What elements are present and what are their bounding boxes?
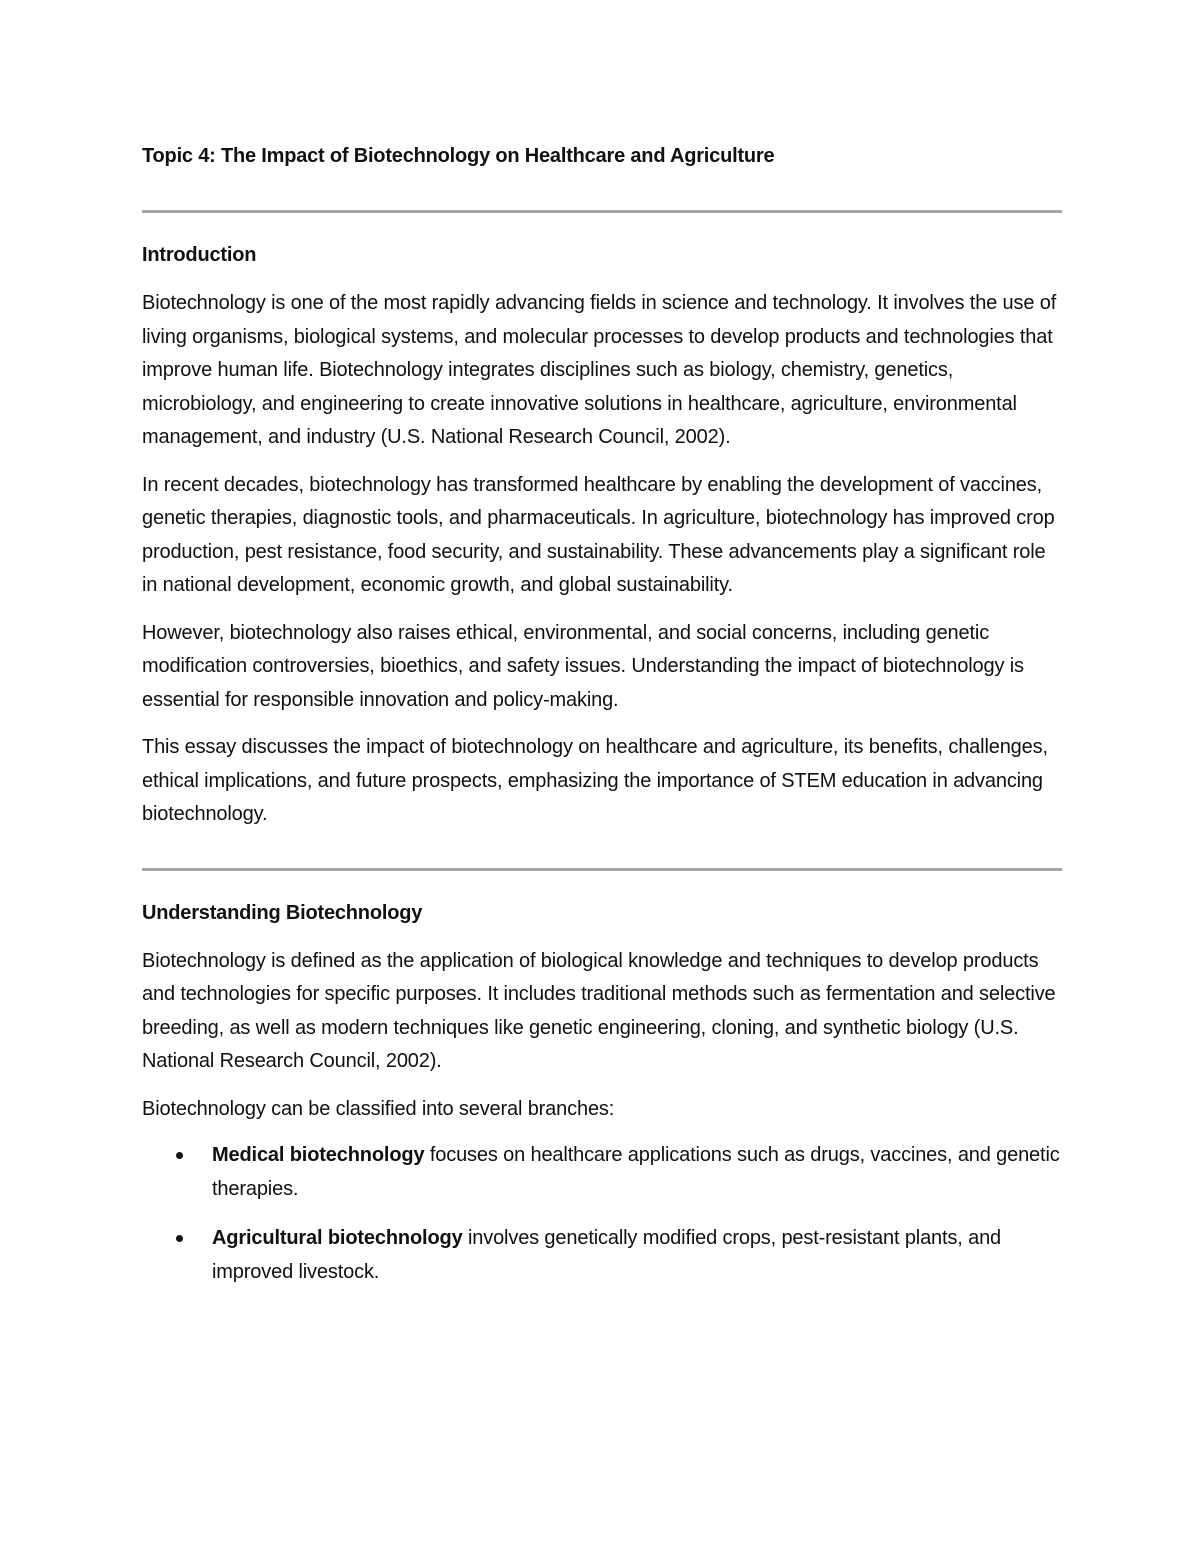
- intro-paragraph-4: This essay discusses the impact of biotechnology on healthcare and agriculture, its benefits, challenges, ethical implications, and future prospects, emphasizing the importance of STEM education in advancing biotechnology.: [142, 736, 1048, 825]
- understanding-paragraph-2: Biotechnology can be classified into several branches:: [142, 1097, 615, 1120]
- understanding-paragraph-1: Biotechnology is defined as the application of biological knowledge and techniques to develop products and technologies for specific purposes. It includes traditional methods such as fermentation and selective breeding, as well as modern techniques like genetic engineering, cloning, and synthetic biology (U.S. National Research Council, 2002).: [142, 949, 1056, 1072]
- list-item: [142, 1139, 1062, 1206]
- document-title: Topic 4: The Impact of Biotechnology on Healthcare and Agriculture: [142, 145, 775, 167]
- bullet-text: involves genetically modified crops, pest-resistant plants, and improved livestock.: [212, 1227, 1002, 1283]
- section-divider: [142, 210, 1062, 213]
- section-heading-understanding-biotechnology: Understanding Biotechnology: [142, 901, 423, 924]
- list-item: [142, 1222, 1062, 1289]
- bullet-icon: [176, 1235, 183, 1242]
- branches-list: [142, 1139, 1062, 1289]
- bullet-term: Medical biotechnology: [212, 1144, 425, 1166]
- intro-paragraph-1: Biotechnology is one of the most rapidly advancing fields in science and technology. It involves the use of living organisms, biological systems, and molecular processes to develop products and technologies that improve human life. Biotechnology integrates disciplines such as biology, chemistry, genetics, microbiology, and engineering to create innovative solutions in healthcare, agriculture, environmental management, and industry (U.S. National Research Council, 2002).: [142, 292, 1057, 448]
- bullet-icon: [176, 1152, 183, 1159]
- bullet-term: Agricultural biotechnology: [212, 1227, 463, 1249]
- bullet-text: focuses on healthcare applications such as drugs, vaccines, and genetic therapies.: [212, 1144, 1060, 1200]
- section-heading-introduction: Introduction: [142, 244, 257, 266]
- intro-paragraph-3: However, biotechnology also raises ethical, environmental, and social concerns, including genetic modification controversies, bioethics, and safety issues. Understanding the impact of biotechnology is essential for responsible innovation and policy-making.: [142, 621, 1024, 711]
- document-page: [142, 140, 1062, 1305]
- section-divider: [142, 868, 1062, 871]
- intro-paragraph-2: In recent decades, biotechnology has transformed healthcare by enabling the development of vaccines, genetic therapies, diagnostic tools, and pharmaceuticals. In agriculture, biotechnology has improved crop production, pest resistance, food security, and sustainability. These advancements play a significant role in national development, economic growth, and global sustainability.: [142, 473, 1055, 596]
